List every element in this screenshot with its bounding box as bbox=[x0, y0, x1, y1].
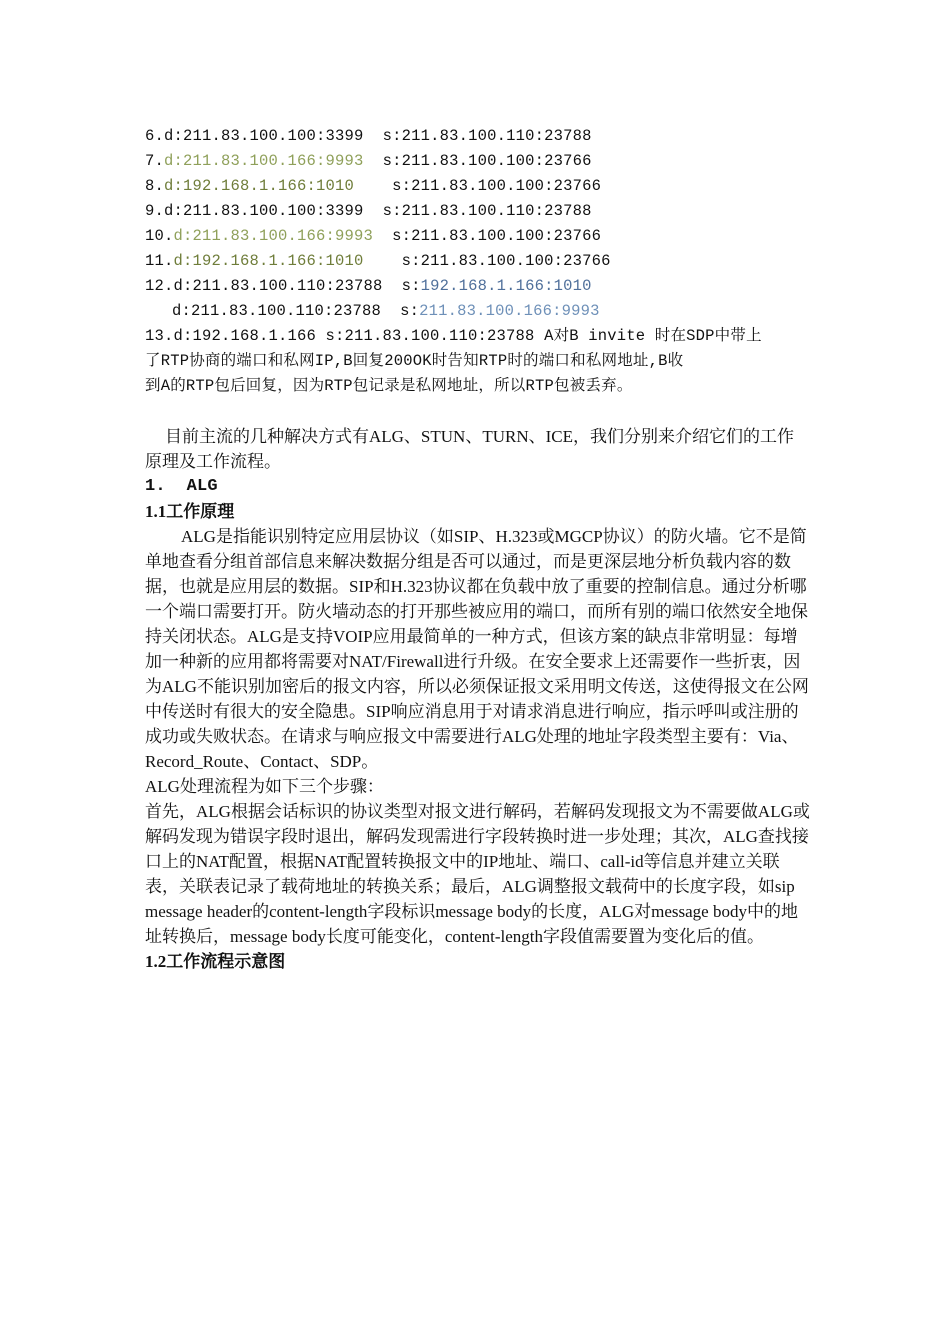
alg-description-paragraph: ALG是指能识别特定应用层协议（如SIP、H.323或MGCP协议）的防火墙。它不是简单地查看分组首部信息来解决数据分组是否可以通过，而是更深层地分析负载内容的数据，也就是应用层的数据。SIP和H.323协议都在负载中放了重要的控制信息。通过分析哪一个端口需要打开。防火墙动态的打开那些被应用的端口，而所有别的端口依然安全地保持关闭状态。ALG是支持VOIP应用最简单的一种方式，但该方案的缺点非常明显：每增加一种新的应用都将需要对NAT/Firewall进行升级。在安全要求上还需要作一些折衷，因为ALG不能识别加密后的报文内容，所以必须保证报文采用明文传送，这使得报文在公网中传送时有很大的安全隐患。SIP响应消息用于对请求消息进行响应，指示呼叫或注册的成功或失败状态。在请求与响应报文中需要进行ALG处理的地址字段类型主要有：Via、Record_Route、Contact、SDP。 bbox=[145, 527, 809, 771]
trace-dest: d:211.83.100.100:3399 bbox=[164, 127, 364, 145]
trace-index: 6. bbox=[145, 127, 165, 145]
trace-index: 7. bbox=[145, 152, 165, 170]
trace-src: s:211.83.100.100:23766 bbox=[392, 227, 602, 245]
document-page bbox=[145, 124, 810, 974]
trace-dest: d:192.168.1.166:1010 bbox=[173, 252, 364, 270]
heading-working-principle: 1.1工作原理 bbox=[145, 502, 235, 521]
trace-src: s:211.83.100.110:23788 bbox=[382, 127, 592, 145]
trace-line-6 bbox=[145, 124, 810, 149]
trace-dest: d:192.168.1.166:1010 bbox=[164, 177, 355, 195]
trace-line-13: 13.d:192.168.1.166 s:211.83.100.110:23788 A对B invite 时在SDP中带上 了RTP协商的端口和私网IP,B回复200OK时告知RTP时的端口和私网地址,B收 到A的RTP包后回复，因为RTP包记录是私网地址，所以RTP包被丢弃。 bbox=[145, 327, 762, 395]
trace-index: 8. bbox=[145, 177, 165, 195]
trace-index: 9. bbox=[145, 202, 165, 220]
trace-src: s:211.83.100.100:23766 bbox=[401, 252, 611, 270]
heading-alg: 1. ALG bbox=[145, 477, 218, 496]
trace-index: 10. bbox=[145, 227, 174, 245]
trace-dest: d:211.83.100.100:3399 bbox=[164, 202, 364, 220]
packet-trace bbox=[145, 124, 810, 324]
trace-dest: d:211.83.100.166:9993 bbox=[164, 152, 364, 170]
trace-line-12: 12.d:211.83.100.110:23788 s:192.168.1.166:1010 bbox=[145, 277, 592, 295]
trace-dest: d:211.83.100.166:9993 bbox=[173, 227, 374, 245]
trace-line-10 bbox=[145, 224, 810, 249]
trace-line-9 bbox=[145, 199, 810, 224]
trace-src: 211.83.100.166:9993 bbox=[419, 302, 600, 320]
trace-dest: d:211.83.100.110:23788 bbox=[172, 302, 382, 320]
trace-src: s:211.83.100.100:23766 bbox=[382, 152, 592, 170]
steps-title: ALG处理流程为如下三个步骤： bbox=[145, 777, 384, 796]
trace-src: 192.168.1.166:1010 bbox=[420, 277, 592, 295]
trace-src: s:211.83.100.100:23766 bbox=[392, 177, 602, 195]
trace-line-8 bbox=[145, 174, 810, 199]
trace-index: 11. bbox=[145, 252, 174, 270]
trace-index: 12. bbox=[145, 277, 174, 295]
trace-line-7 bbox=[145, 149, 810, 174]
trace-line-12b: d:211.83.100.110:23788 s:211.83.100.166:9993 bbox=[172, 302, 600, 320]
trace-src: s:211.83.100.110:23788 bbox=[382, 202, 592, 220]
steps-paragraph: 首先，ALG根据会话标识的协议类型对报文进行解码，若解码发现报文为不需要做ALG或解码发现为错误字段时退出，解码发现需进行字段转换时进一步处理；其次，ALG查找接口上的NAT配置，根据NAT配置转换报文中的IP地址、端口、call-id等信息并建立关联表，关联表记录了载荷地址的转换关系；最后，ALG调整报文载荷中的长度字段，如sip message header的content-length字段标识message body的长度，ALG对message body中的地址转换后，message body长度可能变化，content-length字段值需要置为变化后的值。 bbox=[145, 802, 810, 946]
intro-paragraph: 目前主流的几种解决方式有ALG、STUN、TURN、ICE，我们分别来介绍它们的工作原理及工作流程。 bbox=[145, 427, 794, 471]
heading-workflow-diagram: 1.2工作流程示意图 bbox=[145, 952, 286, 971]
trace-dest: d:211.83.100.110:23788 bbox=[173, 277, 383, 295]
trace-line-11 bbox=[145, 249, 810, 274]
